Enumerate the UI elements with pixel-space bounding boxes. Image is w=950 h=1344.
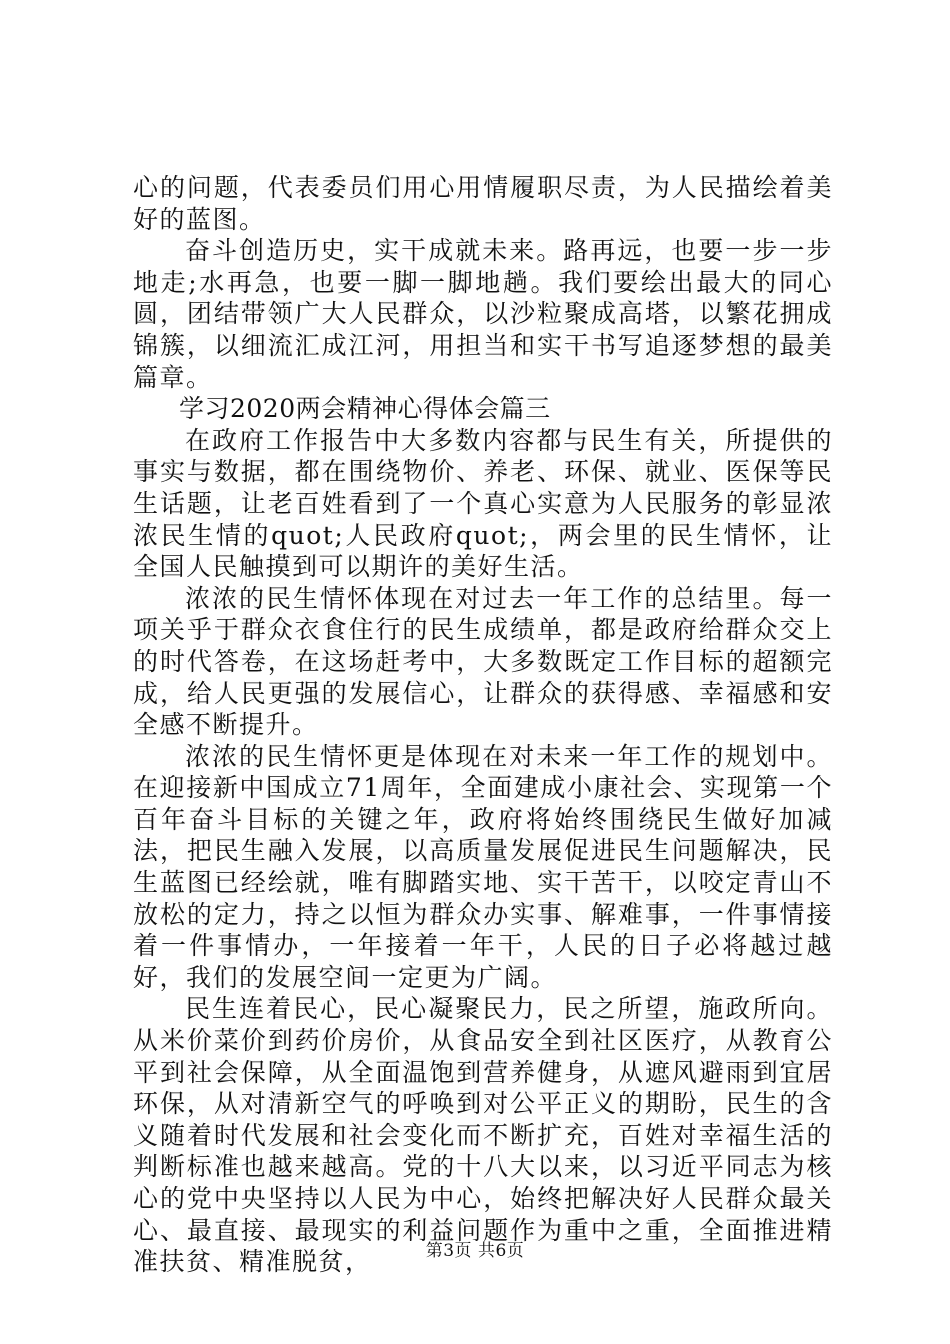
paragraph-continuation: 心的问题，代表委员们用心用情履职尽责，为人民描绘着美好的蓝图。 [133,173,833,234]
document-body [133,172,833,1278]
paragraph-struggle: 奋斗创造历史，实干成就未来。路再远，也要一步一步地走;水再急，也要一脚一脚地趟。我们要绘出最大的同心圆，团结带领广大人民群众，以沙粒聚成高塔，以繁花拥成锦簇，以细流汇成江河，用担当和实干书写追逐梦想的最美篇章。 [133,236,833,392]
page-number-footer: 第3页 共6页 [425,1241,525,1261]
paragraph-government-report: 在政府工作报告中大多数内容都与民生有关，所提供的事实与数据，都在围绕物价、养老、环保、就业、医保等民生话题，让老百姓看到了一个真心实意为人民服务的彰显浓浓民生情的quot;人民政府quot;，两会里的民生情怀，让全国人民触摸到可以期许的美好生活。 [133,425,833,582]
paragraph-future-plan: 浓浓的民生情怀更是体现在对未来一年工作的规划中。在迎接新中国成立71周年，全面建成小康社会、实现第一个百年奋斗目标的关键之年，政府将始终围绕民生做好加减法，把民生融入发展，以高质量发展促进民生问题解决，民生蓝图已经绘就，唯有脚踏实地、实干苦干，以咬定青山不放松的定力，持之以恒为群众办实事、解难事，一件事情接着一件事情办，一年接着一年干，人民的日子必将越过越好，我们的发展空间一定更为广阔。 [133,741,833,992]
paragraph-past-year-summary: 浓浓的民生情怀体现在对过去一年工作的总结里。每一项关乎于群众衣食住行的民生成绩单，都是政府给群众交上的时代答卷，在这场赶考中，大多数既定工作目标的超额完成，给人民更强的发展信心，让群众的获得感、幸福感和安全感不断提升。 [133,583,833,740]
section-heading: 学习2020两会精神心得体会篇三 [179,394,551,424]
paragraph-livelihood: 民生连着民心，民心凝聚民力，民之所望，施政所向。从米价菜价到药价房价，从食品安全到社区医疗，从教育公平到社会保障，从全面温饱到营养健身，从遮风避雨到宜居环保，从对清新空气的呼唤到对公平正义的期盼，民生的含义随着时代发展和社会变化而不断扩充，百姓对幸福生活的判断标准也越来越高。党的十八大以来，以习近平同志为核心的党中央坚持以人民为中心，始终把解决好人民群众最关心、最直接、最现实的利益问题作为重中之重，全面推进精准扶贫、精准脱贫， [133,994,833,1277]
